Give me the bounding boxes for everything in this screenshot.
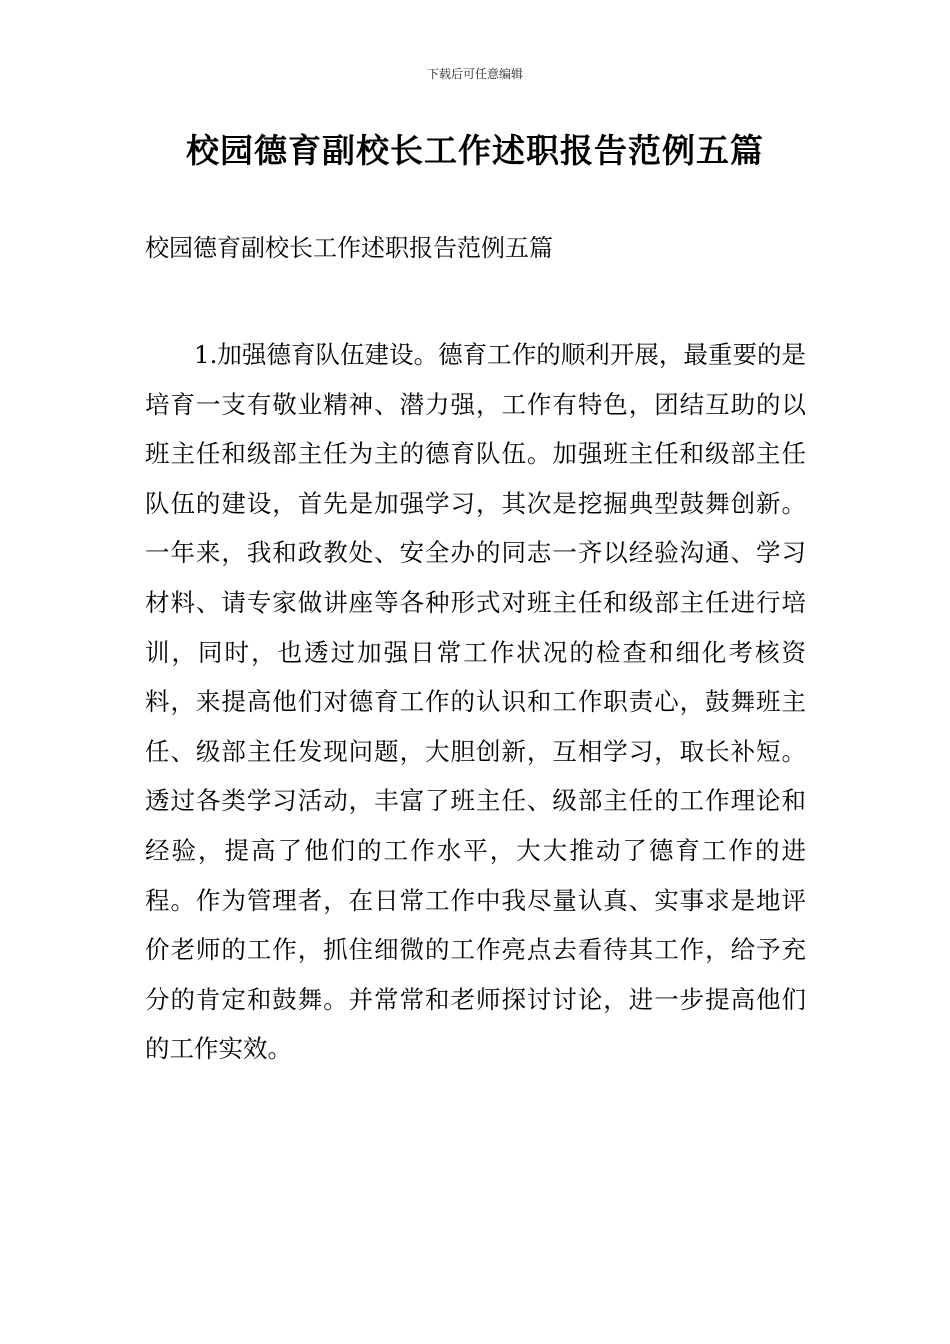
header-note: 下载后可任意编辑 [426,67,523,81]
document-title: 校园德育副校长工作述职报告范例五篇 [186,131,764,170]
body-paragraph: 1.加强德育队伍建设。德育工作的顺利开展，最重要的是培育一支有敬业精神、潜力强，工作有特色，团结互助的以班主任和级部主任为主的德育队伍。加强班主任和级部主任队伍的建设，首先是加强学习，其次是挖掘典型鼓舞创新。一年来，我和政教处、安全办的同志一齐以经验沟通、学习材料、请专家做讲座等各种形式对班主任和级部主任进行培训，同时，也透过加强日常工作状况的检查和细化考核资料，来提高他们对德育工作的认识和工作职责心，鼓舞班主任、级部主任发现问题，大胆创新，互相学习，取长补短。透过各类学习活动，丰富了班主任、级部主任的工作理论和经验，提高了他们的工作水平，大大推动了德育工作的进程。作为管理者，在日常工作中我尽量认真、实事求是地评价老师的工作，抓住细微的工作亮点去看待其工作，给予充分的肯定和鼓舞。并常常和老师探讨讨论，进一步提高他们的工作实效。 [145,340,806,1064]
document-subtitle: 校园德育副校长工作述职报告范例五篇 [145,234,553,262]
